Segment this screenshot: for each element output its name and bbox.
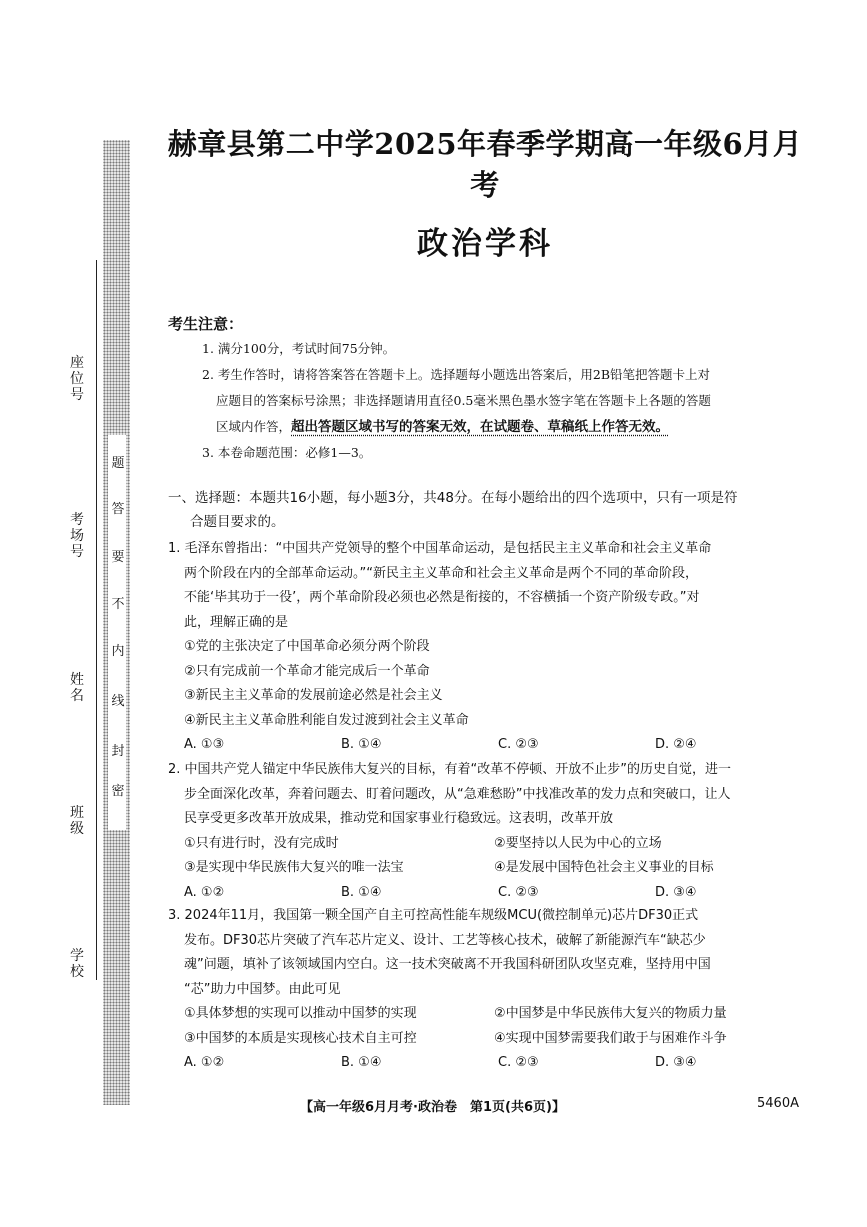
- footer-page-info: 【高一年级6月月考·政治卷 第1页(共6页)】: [300, 1100, 565, 1115]
- name-field: [70, 672, 94, 704]
- choice-a: A. ①③: [184, 737, 225, 752]
- section-heading-line-1: 一、选择题：本题共16小题，每小题3分，共48分。在每小题给出的四个选项中，只有一项是符: [168, 490, 738, 506]
- binding-line: [96, 260, 97, 980]
- choice-b: B. ①④: [341, 884, 382, 900]
- seal-char: 答: [111, 502, 125, 517]
- question-3: [168, 904, 808, 1076]
- notice-item-2-line-2: 应题目的答案标号涂黑；非选择题请用直径0.5毫米黑色墨水签字笔在答题卡上各题的答题: [216, 393, 711, 408]
- statement-option: ①党的主张决定了中国革命必须分两个阶段: [184, 639, 430, 654]
- question-stem-line: 民享受更多改革开放成果，推动党和国家事业行稳致远。这表明，改革开放: [184, 811, 614, 826]
- exam-room-field: [70, 512, 94, 560]
- subject-title: 政治学科: [417, 226, 553, 262]
- statement-option: ②中国梦是中华民族伟大复兴的物质力量: [494, 1006, 727, 1021]
- school-field: [70, 948, 94, 980]
- statement-option: ①具体梦想的实现可以推动中国梦的实现: [184, 1006, 417, 1021]
- statement-option: ①只有进行时，没有完成时: [184, 835, 339, 851]
- statement-option: ③是实现中华民族伟大复兴的唯一法宝: [184, 860, 404, 875]
- statement-row: [168, 856, 808, 881]
- class-label: 班级: [70, 805, 84, 837]
- seal-char: 要: [111, 550, 125, 565]
- choice-c: C. ②③: [498, 1055, 539, 1070]
- statement-option: ②只有完成前一个革命才能完成后一个革命: [184, 663, 430, 679]
- answer-choices: [168, 1051, 808, 1076]
- statement-option: ④实现中国梦需要我们敢于与困难作斗争: [494, 1030, 727, 1046]
- answer-choices: [168, 733, 808, 758]
- class-field: [70, 805, 94, 837]
- question-stem-line: 此，理解正确的是: [184, 614, 289, 630]
- question-stem-line: 两个阶段在内的全部革命运动。”“新民主主义革命和社会主义革命是两个不同的革命阶段，: [184, 565, 698, 581]
- choice-d: D. ③④: [655, 1055, 697, 1070]
- seal-char: 线: [111, 694, 125, 709]
- question-stem-line: 3. 2024年11月，我国第一颗全国产自主可控高性能车规级MCU(微控制单元)芯片DF30正式: [168, 908, 699, 923]
- section-heading-line-2: 合题目要求的。: [190, 514, 285, 530]
- seal-char: 不: [111, 597, 125, 612]
- exam-title: 赫章县第二中学2025年春季学期高一年级6月月考: [167, 127, 803, 202]
- question-stem-line: 步全面深化改革，奔着问题去、盯着问题改，从“急难愁盼”中找准改革的发力点和突破口，让人: [184, 786, 731, 802]
- notice-emphasis: 超出答题区域书写的答案无效，在试题卷、草稿纸上作答无效。: [291, 419, 670, 435]
- notice-item-2-text: 区域内作答，: [216, 419, 292, 434]
- notice-item-2-line-1: 2. 考生作答时，请将答案答在答题卡上。选择题每小题选出答案后，用2B铅笔把答题卡上对: [202, 367, 711, 382]
- seal-text-band: [108, 435, 126, 830]
- question-stem-line: 2. 中国共产党人锚定中华民族伟大复兴的目标，有着“改革不停顿、开放不止步”的历史自觉，进一: [168, 762, 732, 777]
- exam-room-label: 考场号: [70, 512, 84, 560]
- choice-c: C. ②③: [498, 884, 539, 900]
- choice-a: A. ①②: [184, 884, 225, 900]
- choice-b: B. ①④: [341, 737, 382, 752]
- question-stem-line: 发布。DF30芯片突破了汽车芯片定义、设计、工艺等核心技术，破解了新能源汽车“缺芯少: [184, 932, 706, 948]
- statement-option: ④是发展中国特色社会主义事业的目标: [494, 860, 714, 875]
- statement-option: ②要坚持以人民为中心的立场: [494, 835, 662, 851]
- notice-heading: 考生注意：: [168, 315, 244, 333]
- choice-b: B. ①④: [341, 1055, 382, 1070]
- seal-char: 内: [111, 644, 125, 659]
- choice-a: A. ①②: [184, 1055, 225, 1070]
- statement-option: ③中国梦的本质是实现核心技术自主可控: [184, 1030, 417, 1046]
- statement-row: [168, 832, 808, 857]
- notice-block: [202, 336, 812, 466]
- section-heading: [168, 486, 808, 534]
- seat-field: [70, 355, 94, 403]
- choice-d: D. ②④: [655, 737, 697, 752]
- seal-char: 密: [111, 784, 125, 799]
- choice-d: D. ③④: [655, 884, 697, 900]
- footer-code: 5460A: [757, 1096, 799, 1111]
- seat-label: 座位号: [70, 355, 84, 403]
- statement-row: [168, 1002, 808, 1027]
- choice-c: C. ②③: [498, 737, 539, 752]
- question-stem-line: 魂”问题，填补了该领域国内空白。这一技术突破离不开我国科研团队攻坚克难，坚持用中国: [184, 957, 711, 972]
- notice-item-3: 3. 本卷命题范围：必修1—3。: [202, 445, 372, 460]
- question-stem-line: “芯”助力中国梦。由此可见: [184, 981, 341, 997]
- school-label: 学校: [70, 948, 84, 980]
- seal-char: 封: [111, 744, 125, 759]
- answer-choices: [168, 881, 808, 906]
- notice-item-2-line-3: [202, 414, 812, 440]
- statement-row: [168, 1027, 808, 1052]
- question-2: [168, 758, 808, 905]
- question-1: [168, 537, 808, 758]
- statement-option: ③新民主主义革命的发展前途必然是社会主义: [184, 688, 443, 703]
- name-label: 姓名: [70, 672, 84, 704]
- question-stem-line: 不能‘毕其功于一役’，两个革命阶段必须也必然是衔接的，不容横插一个资产阶级专政。”对: [184, 590, 700, 605]
- seal-char: 题: [111, 456, 125, 471]
- notice-item-1: 1. 满分100分，考试时间75分钟。: [202, 341, 396, 356]
- statement-option: ④新民主主义革命胜利能自发过渡到社会主义革命: [184, 712, 469, 728]
- question-stem-line: 1. 毛泽东曾指出：“中国共产党领导的整个中国革命运动，是包括民主主义革命和社会主义革命: [168, 541, 712, 556]
